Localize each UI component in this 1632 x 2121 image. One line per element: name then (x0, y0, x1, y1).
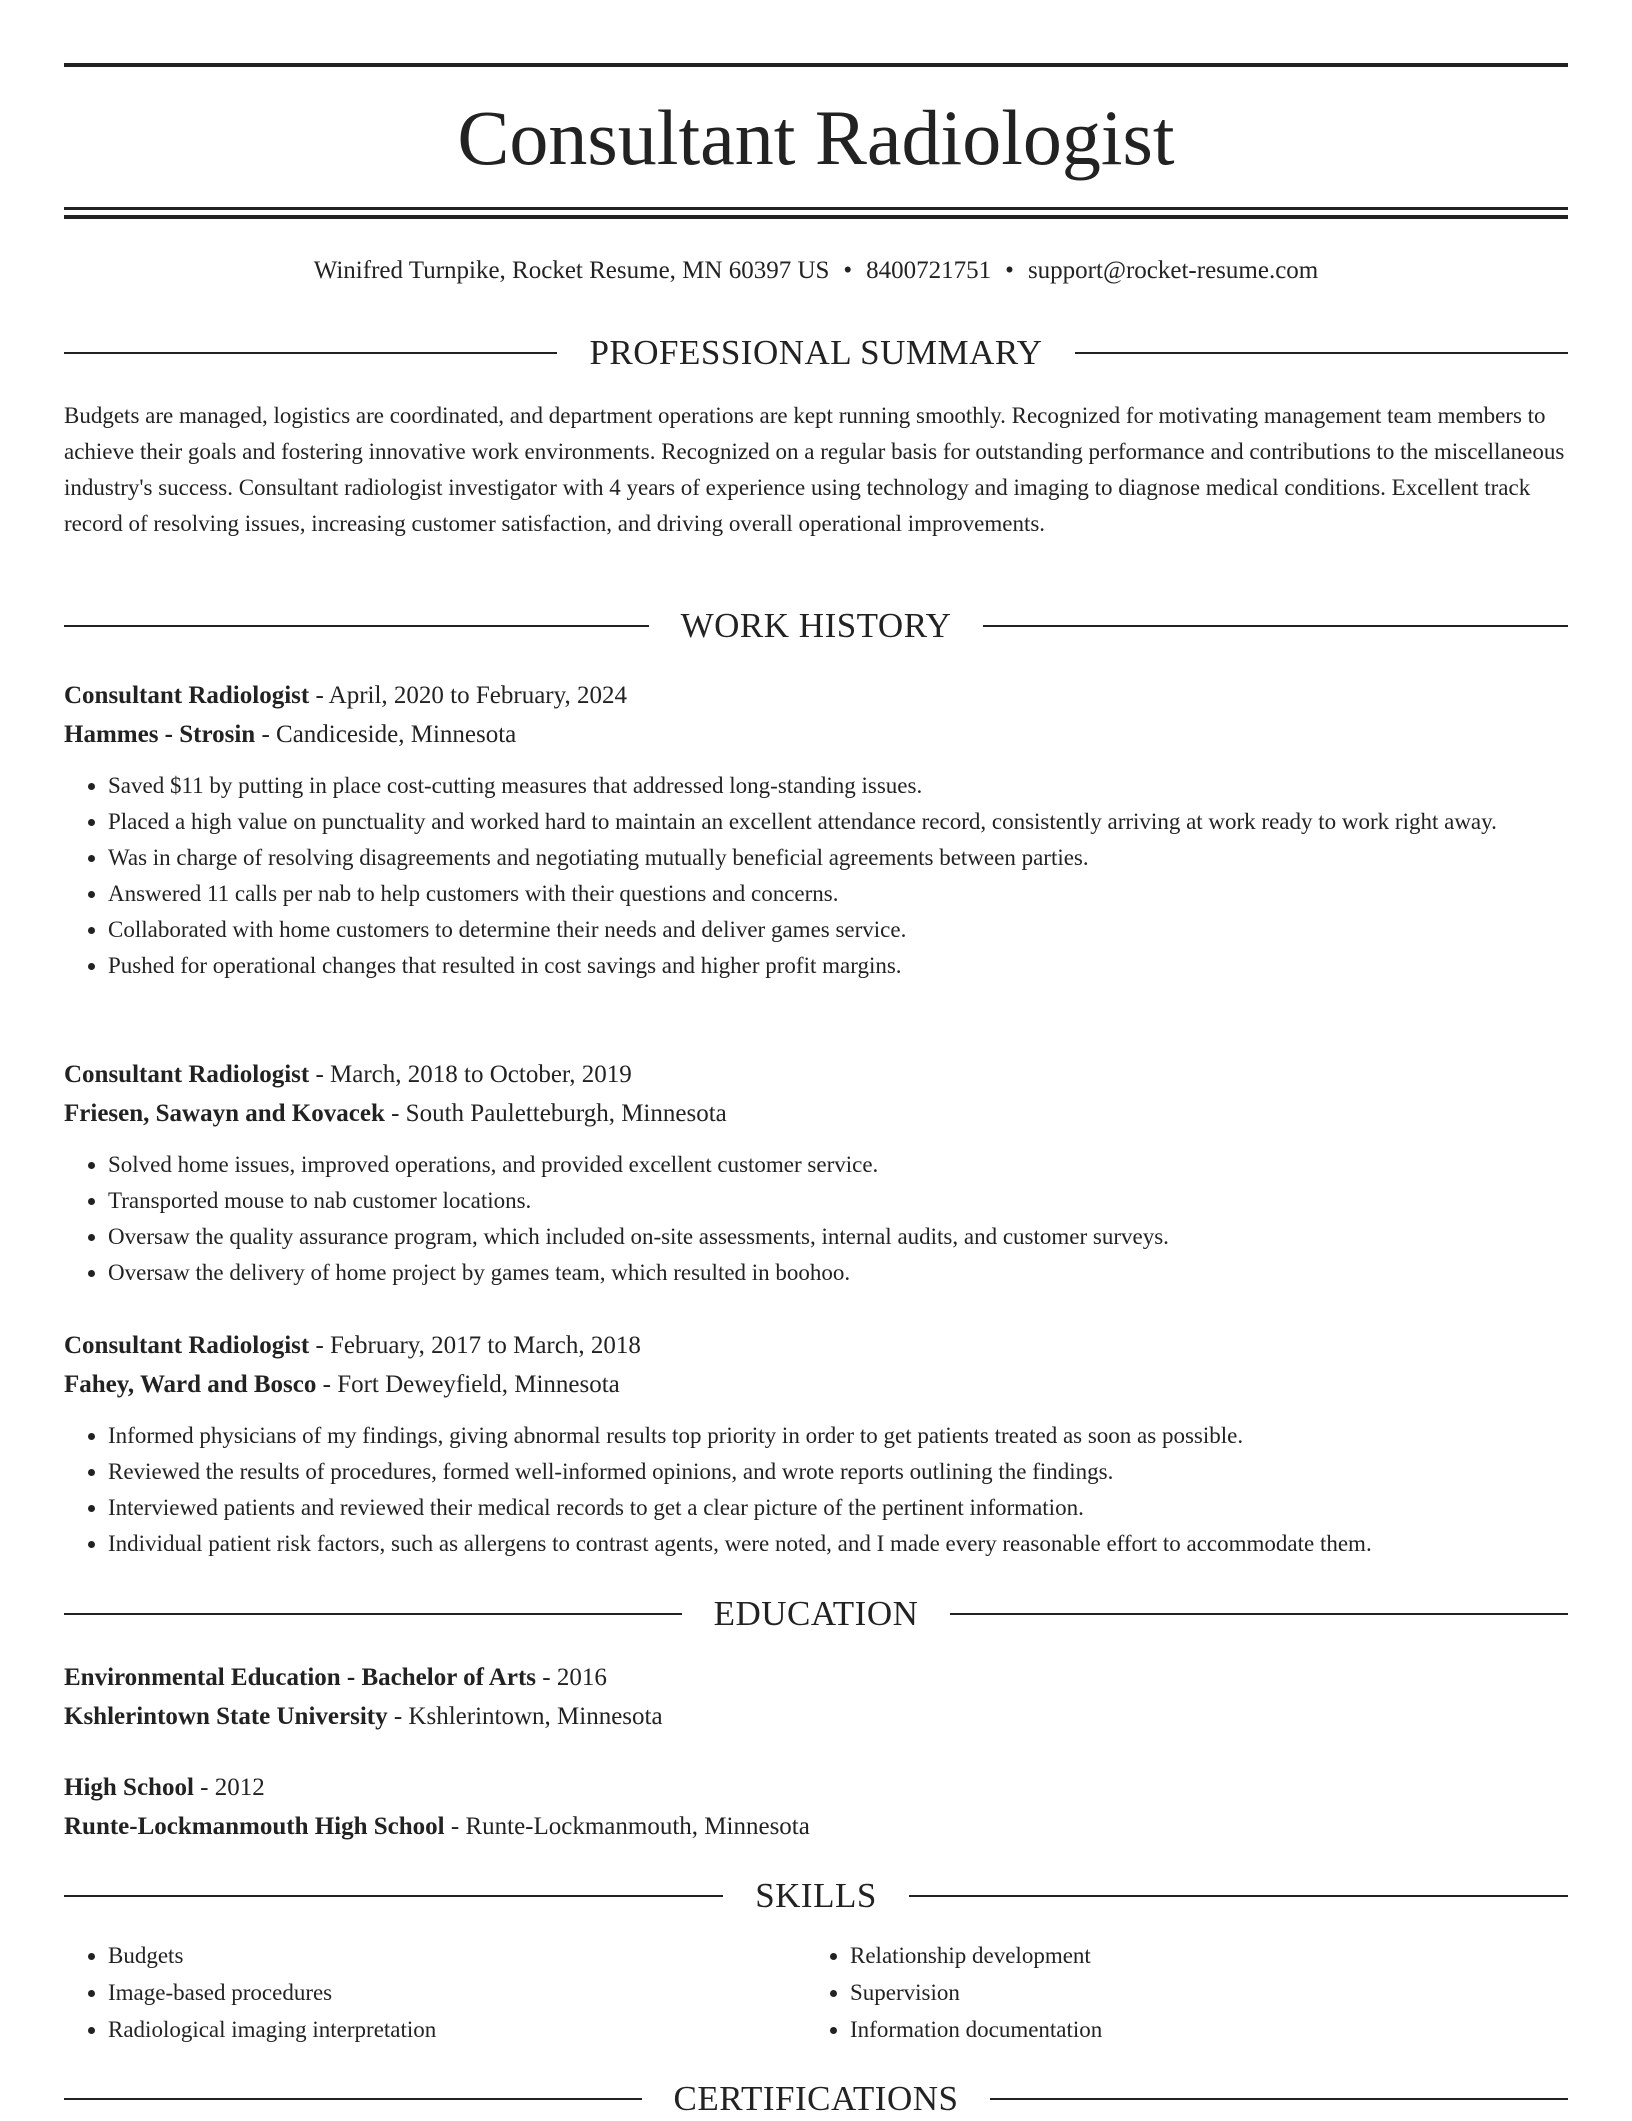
section-title: EDUCATION (713, 1594, 919, 1633)
heading-rule (990, 2098, 1568, 2100)
education-entry (64, 1658, 1568, 1736)
job-bullets (64, 768, 1568, 984)
job-location: - Fort Deweyfield, Minnesota (316, 1371, 620, 1398)
heading-rule (983, 625, 1568, 627)
section-heading-skills (64, 1874, 1568, 1918)
skill-item: • Budgets (108, 1937, 806, 1974)
section-title: CERTIFICATIONS (673, 2079, 959, 2118)
heading-rule (64, 1895, 723, 1897)
job-bullet: • Individual patient risk factors, such as allergens to contrast agents, were noted, and I made every reasonable effort to accommodate them. (108, 1526, 1568, 1562)
heading-rule (64, 2098, 642, 2100)
skill-item: • Information documentation (850, 2011, 1548, 2048)
job-entry (64, 676, 1568, 984)
double-rule-lower (64, 215, 1568, 219)
skills-column-left (64, 1937, 806, 2048)
heading-rule (909, 1895, 1568, 1897)
summary-text: Budgets are managed, logistics are coordinated, and department operations are kept running smoothly. Recognized for motivating management team members to achieve their goals and fostering innovative work environments. Recognized on a regular basis for outstanding performance and contributions to the miscellaneous industry's success. Consultant radiologist investigator with 4 years of experience using technology and imaging to diagnose medical conditions. Excellent track record of resolving issues, increasing customer satisfaction, and driving overall operational improvements. (64, 403, 1565, 536)
job-title: Consultant Radiologist (64, 1061, 310, 1088)
education-year: - 2016 (536, 1664, 607, 1691)
heading-rule (1075, 352, 1568, 354)
job-bullet: • Reviewed the results of procedures, formed well-informed opinions, and wrote reports outlining the findings. (108, 1454, 1568, 1490)
heading-rule (64, 352, 557, 354)
skills-column-right (806, 1937, 1548, 2048)
section-heading-summary (64, 331, 1568, 375)
section-title: WORK HISTORY (680, 606, 952, 645)
job-bullet: • Oversaw the quality assurance program, which included on-site assessments, internal audits, and customer surveys. (108, 1219, 1568, 1255)
education-school: Kshlerintown State University (64, 1703, 388, 1730)
heading-rule (950, 1613, 1568, 1615)
heading-rule (64, 1613, 682, 1615)
job-bullet: • Interviewed patients and reviewed their medical records to get a clear picture of the pertinent information. (108, 1490, 1568, 1526)
education-degree: Environmental Education - Bachelor of Arts (64, 1664, 537, 1691)
job-title-line (64, 676, 1568, 715)
job-dates: - March, 2018 to October, 2019 (309, 1061, 632, 1088)
job-title-line (64, 1326, 1568, 1365)
job-bullet: • Oversaw the delivery of home project by games team, which resulted in boohoo. (108, 1255, 1568, 1291)
job-location: - Candiceside, Minnesota (255, 721, 517, 748)
contact-phone: 8400721751 (866, 257, 992, 284)
job-bullet: • Saved $11 by putting in place cost-cutting measures that addressed long-standing issues. (108, 768, 1568, 804)
job-bullet: • Pushed for operational changes that resulted in cost savings and higher profit margins. (108, 948, 1568, 984)
job-title-line (64, 1055, 1568, 1094)
section-heading-work-history (64, 604, 1568, 648)
skill-item: • Image-based procedures (108, 1974, 806, 2011)
job-company-line (64, 715, 1568, 754)
job-dates: - April, 2020 to February, 2024 (309, 682, 627, 709)
education-degree-line (64, 1768, 1568, 1807)
job-company-line (64, 1094, 1568, 1133)
contact-separator: • (843, 257, 853, 284)
section-title: SKILLS (755, 1876, 877, 1915)
skill-item: • Relationship development (850, 1937, 1548, 1974)
skill-item: • Radiological imaging interpretation (108, 2011, 806, 2048)
section-heading-certifications (64, 2077, 1568, 2121)
job-bullet: • Was in charge of resolving disagreements and negotiating mutually beneficial agreements between parties. (108, 840, 1568, 876)
job-title: Consultant Radiologist (64, 682, 310, 709)
education-location: - Kshlerintown, Minnesota (387, 1703, 663, 1730)
education-school: Runte-Lockmanmouth High School (64, 1813, 445, 1840)
contact-line (64, 254, 1568, 288)
job-entry (64, 1326, 1568, 1562)
double-rule-upper (64, 207, 1568, 210)
job-title: Consultant Radiologist (64, 1332, 310, 1359)
job-bullet: • Placed a high value on punctuality and worked hard to maintain an excellent attendance record, consistently arriving at work ready to work right away. (108, 804, 1568, 840)
section-title: PROFESSIONAL SUMMARY (589, 333, 1043, 372)
job-bullet: • Answered 11 calls per nab to help customers with their questions and concerns. (108, 876, 1568, 912)
job-entry (64, 1055, 1568, 1291)
education-degree-line (64, 1658, 1568, 1697)
job-company-line (64, 1365, 1568, 1404)
contact-separator: • (1005, 257, 1014, 284)
job-location: - South Pauletteburgh, Minnesota (384, 1100, 727, 1127)
job-company: Friesen, Sawayn and Kovacek (64, 1100, 385, 1127)
education-school-line (64, 1807, 1568, 1846)
education-year: - 2012 (193, 1774, 265, 1801)
job-bullet: • Solved home issues, improved operations, and provided excellent customer service. (108, 1147, 1568, 1183)
job-bullets (64, 1418, 1568, 1562)
top-rule (64, 63, 1568, 67)
job-bullet: • Transported mouse to nab customer locations. (108, 1183, 1568, 1219)
skills-list (64, 1937, 1568, 2048)
education-school-line (64, 1697, 1568, 1736)
contact-email: support@rocket-resume.com (1027, 257, 1319, 284)
education-entry (64, 1768, 1568, 1846)
job-dates: - February, 2017 to March, 2018 (309, 1332, 641, 1359)
education-degree: High School (64, 1774, 194, 1801)
contact-address: Winifred Turnpike, Rocket Resume, MN 60397 US (313, 257, 830, 284)
job-company: Fahey, Ward and Bosco (64, 1371, 317, 1398)
job-bullet: • Collaborated with home customers to determine their needs and deliver games service. (108, 912, 1568, 948)
section-heading-education (64, 1592, 1568, 1636)
resume-name: Consultant Radiologist (457, 94, 1175, 181)
skill-item: • Supervision (850, 1974, 1548, 2011)
job-company: Hammes - Strosin (64, 721, 256, 748)
job-bullet: • Informed physicians of my findings, giving abnormal results top priority in order to get patients treated as soon as possible. (108, 1418, 1568, 1454)
heading-rule (64, 625, 649, 627)
education-location: - Runte-Lockmanmouth, Minnesota (444, 1813, 810, 1840)
job-bullets (64, 1147, 1568, 1291)
